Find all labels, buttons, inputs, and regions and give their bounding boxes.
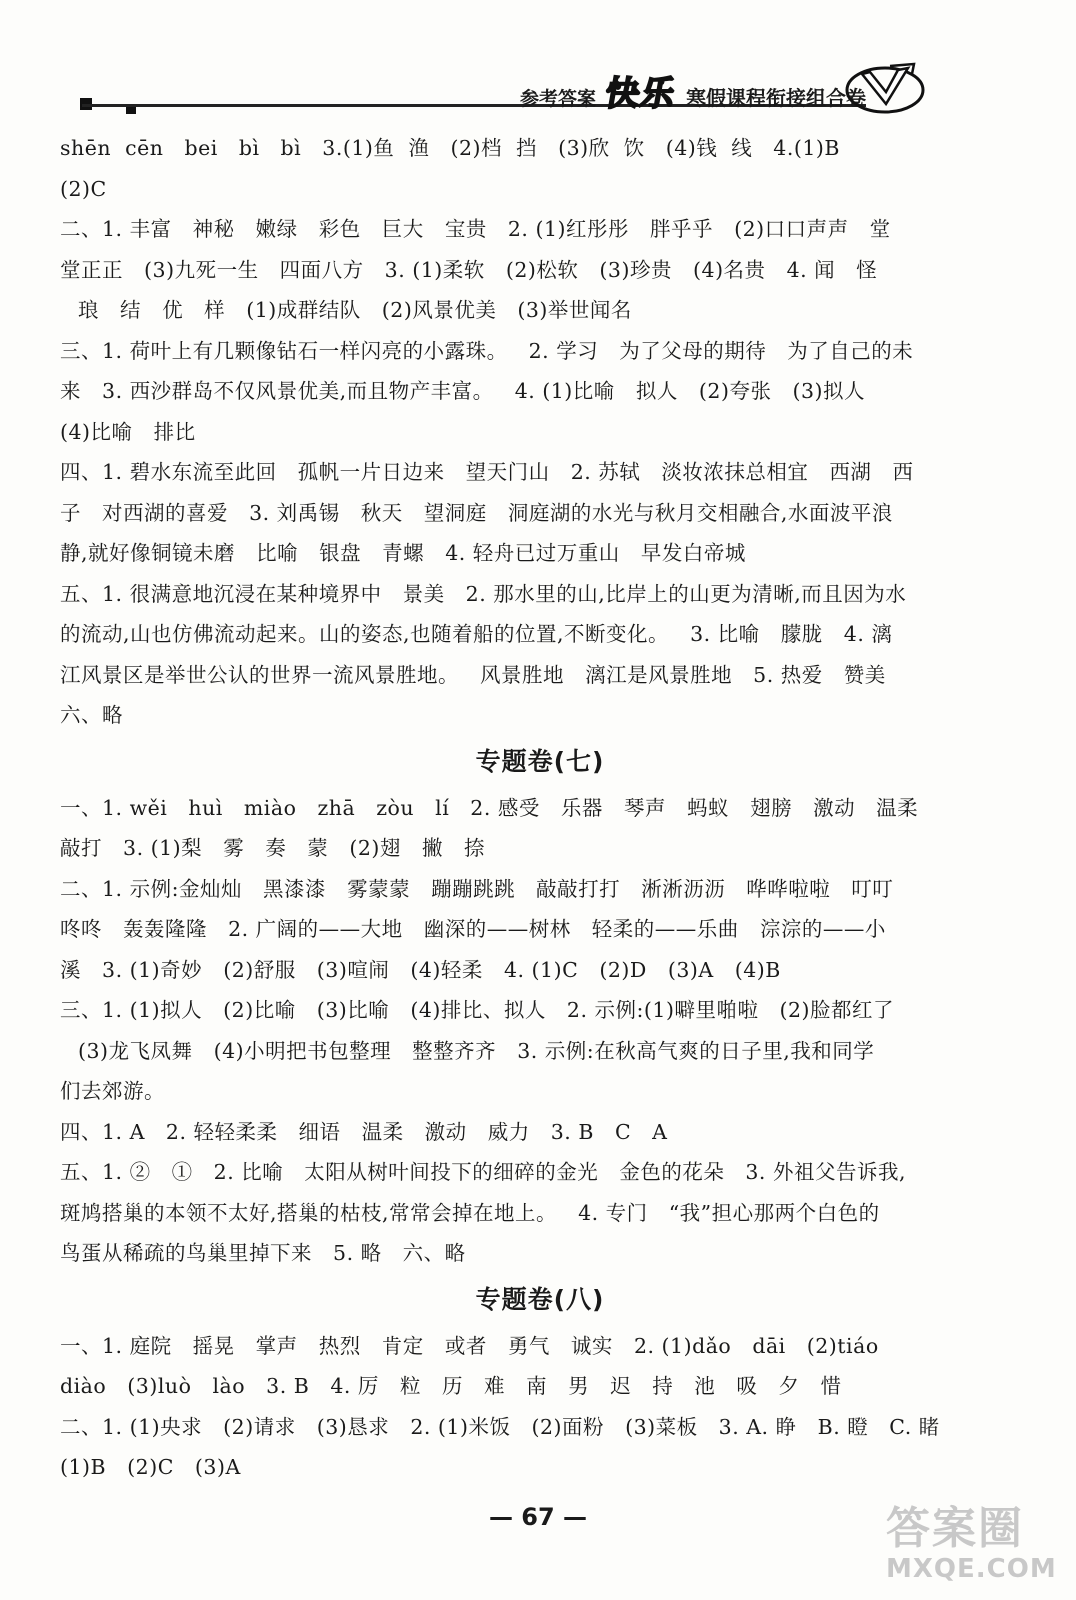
answer-section-7	[60, 788, 960, 1274]
answer-line: 鸟蛋从稀疏的鸟巢里掉下来 5. 略 六、略	[60, 1241, 466, 1265]
answer-line: 敲打 3. (1)梨 雾 奏 蒙 (2)翅 撇 捺	[60, 836, 485, 860]
answer-line: 一、1. 庭院 摇晃 掌声 热烈 肯定 或者 勇气 诚实 2. (1)dǎo dāi (2)tiáo	[60, 1333, 879, 1358]
book-logo-icon	[842, 60, 928, 116]
answer-line: 来 3. 西沙群岛不仅风景优美,而且物产丰富。 4. (1)比喻 拟人 (2)夸张 (3)拟人	[60, 379, 866, 403]
answer-line: 的流动,山也仿佛流动起来。山的姿态,也随着船的位置,不断变化。 3. 比喻 朦胧 4. 漓	[60, 622, 893, 646]
answer-line: 一、1. wěi huì miào zhā zòu lí 2. 感受 乐器 琴声 蚂蚁 翅膀 激动 温柔	[60, 795, 919, 820]
answer-line: (1)B (2)C (3)A	[60, 1455, 241, 1479]
answer-line: (3)龙飞凤舞 (4)小明把书包整理 整整齐齐 3. 示例:在秋高气爽的日子里,我和同学	[78, 1038, 875, 1063]
answer-line: 静,就好像铜镜未磨 比喻 银盘 青螺 4. 轻舟已过万重山 早发白帝城	[60, 541, 746, 565]
page-number: — 67 —	[488, 1503, 588, 1531]
answer-content	[60, 128, 960, 1488]
answer-line: 江风景区是举世公认的世界一流风景胜地。 风景胜地 漓江是风景胜地 5. 热爱 赞美	[60, 662, 886, 687]
page-header	[60, 60, 1016, 118]
watermark-bottom: MXQE.COM	[886, 1554, 1057, 1584]
answer-line: 堂正正 (3)九死一生 四面八方 3. (1)柔软 (2)松软 (3)珍贵 (4)名贵 4. 闻 怪	[60, 257, 878, 282]
answer-line: diào (3)luò lào 3. B 4. 厉 粒 历 难 南 男 迟 持 池 吸 夕 惜	[60, 1374, 842, 1398]
watermark-logo	[886, 1503, 1057, 1592]
answer-line: 五、1. ② ① 2. 比喻 太阳从树叶间投下的细碎的金光 金色的花朵 3. 外祖父告诉我,	[60, 1160, 906, 1184]
answer-line: 们去郊游。	[60, 1079, 165, 1103]
answer-line: 三、1. 荷叶上有几颗像钻石一样闪亮的小露珠。 2. 学习 为了父母的期待 为了自己的未	[60, 338, 914, 363]
answer-line: 斑鸠搭巢的本领不太好,搭巢的枯枝,常常会掉在地上。 4. 专门 “我”担心那两个白色的	[60, 1200, 880, 1225]
header-title	[520, 66, 866, 115]
section-title-7: 专题卷(七)	[475, 746, 605, 776]
answer-line: shēn cēn bei bì bì 3.(1)鱼 渔 (2)档 挡 (3)欣 饮 (4)钱 线 4.(1)B	[60, 136, 840, 160]
answer-line: 琅 结 优 样 (1)成群结队 (2)风景优美 (3)举世闻名	[78, 298, 632, 322]
answer-line: 四、1. 碧水东流至此回 孤帆一片日边来 望天门山 2. 苏轼 淡妆浓抹总相宜 西湖 西	[60, 460, 914, 484]
answer-line: 二、1. (1)央求 (2)请求 (3)恳求 2. (1)米饭 (2)面粉 (3)菜板 3. A. 睁 B. 瞪 C. 睹	[60, 1414, 940, 1439]
answer-line: (2)C	[60, 176, 107, 201]
section-title-8: 专题卷(八)	[475, 1284, 605, 1314]
answer-line: 二、1. 丰富 神秘 嫩绿 彩色 巨大 宝贵 2. (1)红彤彤 胖乎乎 (2)口口声声 堂	[60, 217, 891, 241]
answer-section-prev	[60, 128, 960, 736]
answer-line: 四、1. A 2. 轻轻柔柔 细语 温柔 激动 威力 3. B C A	[60, 1119, 668, 1144]
answer-line: 咚咚 轰轰隆隆 2. 广阔的——大地 幽深的——树林 轻柔的——乐曲 淙淙的——小	[60, 917, 886, 941]
answer-line: 二、1. 示例:金灿灿 黑漆漆 雾蒙蒙 蹦蹦跳跳 敲敲打打 淅淅沥沥 哗哗啦啦 叮叮	[60, 876, 894, 901]
answer-line: 子 对西湖的喜爱 3. 刘禹锡 秋天 望洞庭 洞庭湖的水光与秋月交相融合,水面波平浪	[60, 500, 893, 525]
header-ref-label: 参考答案	[519, 88, 596, 110]
answer-line: 五、1. 很满意地沉浸在某种境界中 景美 2. 那水里的山,比岸上的山更为清晰,而且因为水	[60, 581, 907, 606]
answer-line: 六、略	[60, 703, 123, 727]
header-brand: 快乐	[601, 74, 679, 114]
answer-line: (4)比喻 排比	[60, 419, 196, 444]
answer-section-8	[60, 1326, 960, 1488]
answer-line: 三、1. (1)拟人 (2)比喻 (3)比喻 (4)排比、拟人 2. 示例:(1)噼里啪啦 (2)脸都红了	[60, 998, 895, 1022]
answer-line: 溪 3. (1)奇妙 (2)舒服 (3)喧闹 (4)轻柔 4. (1)C (2)D (3)A (4)B	[60, 957, 781, 982]
header-subtitle: 寒假课程衔接组合卷	[686, 86, 866, 110]
watermark-top: 答案圈	[886, 1503, 1024, 1554]
